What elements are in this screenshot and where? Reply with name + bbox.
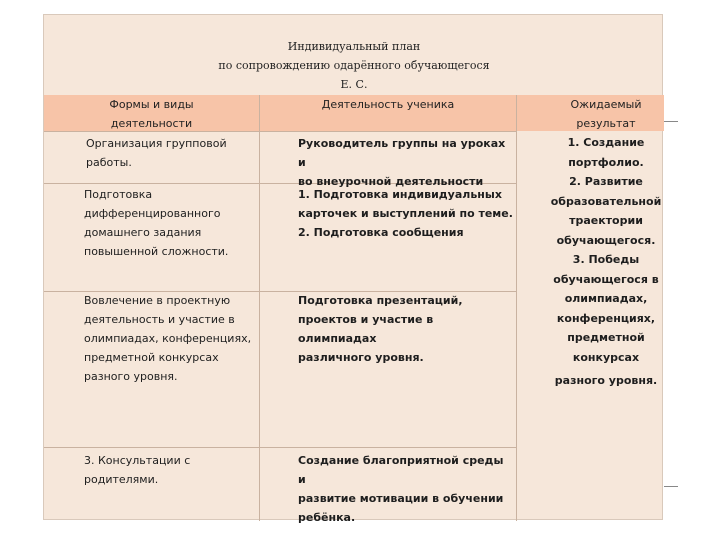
row-4-form-line: 3. Консультации с <box>84 454 191 467</box>
row-divider-3 <box>44 447 516 448</box>
header-activity-text: Деятельность ученика <box>321 98 455 111</box>
row-2-form-line: повышенной сложности. <box>84 245 229 258</box>
header-result-line-2: результат <box>576 117 636 130</box>
column-divider-1 <box>259 95 260 521</box>
row-2-form-line: домашнего задания <box>84 226 202 239</box>
row-3-form-line: предметной конкурсах <box>84 351 219 364</box>
edge-tick-top <box>664 121 678 122</box>
row-2-activity-line: 1. Подготовка индивидуальных <box>298 188 502 201</box>
result-line: портфолио. <box>568 155 644 169</box>
result-line: 1. Создание <box>567 136 645 149</box>
row-4-activity-line: Создание благоприятной среды и <box>298 454 504 486</box>
row-divider-header <box>44 131 516 132</box>
result-line: разного уровня. <box>554 374 658 387</box>
row-1-form-line: Организация групповой <box>86 137 227 150</box>
row-2-activity-line: 2. Подготовка сообщения <box>298 226 464 239</box>
row-4-activity-line: ребёнка. <box>298 511 356 524</box>
row-2-form <box>84 185 256 261</box>
header-forms-line-1: Формы и виды <box>109 98 194 111</box>
expected-result <box>544 133 668 391</box>
title-line-3: Е. С. <box>340 78 368 91</box>
header-result <box>544 95 668 133</box>
row-2-activity-line: карточек и выступлений по теме. <box>298 207 513 220</box>
row-4-activity-line: развитие мотивации в обучении <box>298 492 504 505</box>
row-2-form-line: дифференцированного <box>84 207 221 220</box>
row-3-form-line: деятельность и участие в <box>84 313 235 326</box>
row-3-form-line: Вовлечение в проектную <box>84 294 231 307</box>
row-4-form-line: родителями. <box>84 473 159 486</box>
result-line: 2. Развитие <box>569 175 643 188</box>
plan-sheet <box>43 14 663 524</box>
row-3-form <box>84 291 259 386</box>
result-line: образовательной <box>550 194 662 208</box>
title-line-2: по сопровождению одарённого обучающегося <box>218 59 490 72</box>
row-1-activity <box>298 134 514 191</box>
result-line: предметной <box>567 331 645 344</box>
row-3-activity-line: проектов и участие в олимпиадах <box>298 313 434 345</box>
row-1-activity-line: Руководитель группы на уроках и <box>298 137 506 169</box>
column-divider-2 <box>516 95 517 521</box>
row-3-form-line: разного уровня. <box>84 370 178 383</box>
header-forms-line-2: деятельности <box>110 117 193 130</box>
row-3-form-line: олимпиадах, конференциях, <box>84 332 252 345</box>
row-3-activity <box>298 291 514 367</box>
header-activity <box>260 95 516 114</box>
result-line: конференциях, <box>556 311 656 325</box>
row-4-activity <box>298 451 514 527</box>
header-forms <box>44 95 259 133</box>
title-line-1: Индивидуальный план <box>287 40 421 53</box>
row-3-activity-line: различного уровня. <box>298 351 424 364</box>
result-line: обучающегося. <box>556 233 656 247</box>
document-title <box>44 37 664 94</box>
row-3-activity-line: Подготовка презентаций, <box>298 294 463 307</box>
result-line: 3. Победы <box>572 253 640 266</box>
row-2-form-line: Подготовка <box>84 188 153 201</box>
row-1-activity-line: во внеурочной деятельности <box>298 175 484 188</box>
result-line: конкурсах <box>572 350 640 364</box>
header-result-line-1: Ожидаемый <box>570 98 642 111</box>
result-line: траектории <box>569 214 643 227</box>
row-1-form <box>86 134 256 172</box>
result-line: обучающегося в <box>553 272 659 286</box>
result-line: олимпиадах, <box>564 292 648 305</box>
row-4-form <box>84 451 256 489</box>
edge-tick-bottom <box>664 486 678 487</box>
row-1-form-line: работы. <box>86 156 132 169</box>
row-2-activity <box>298 185 514 242</box>
